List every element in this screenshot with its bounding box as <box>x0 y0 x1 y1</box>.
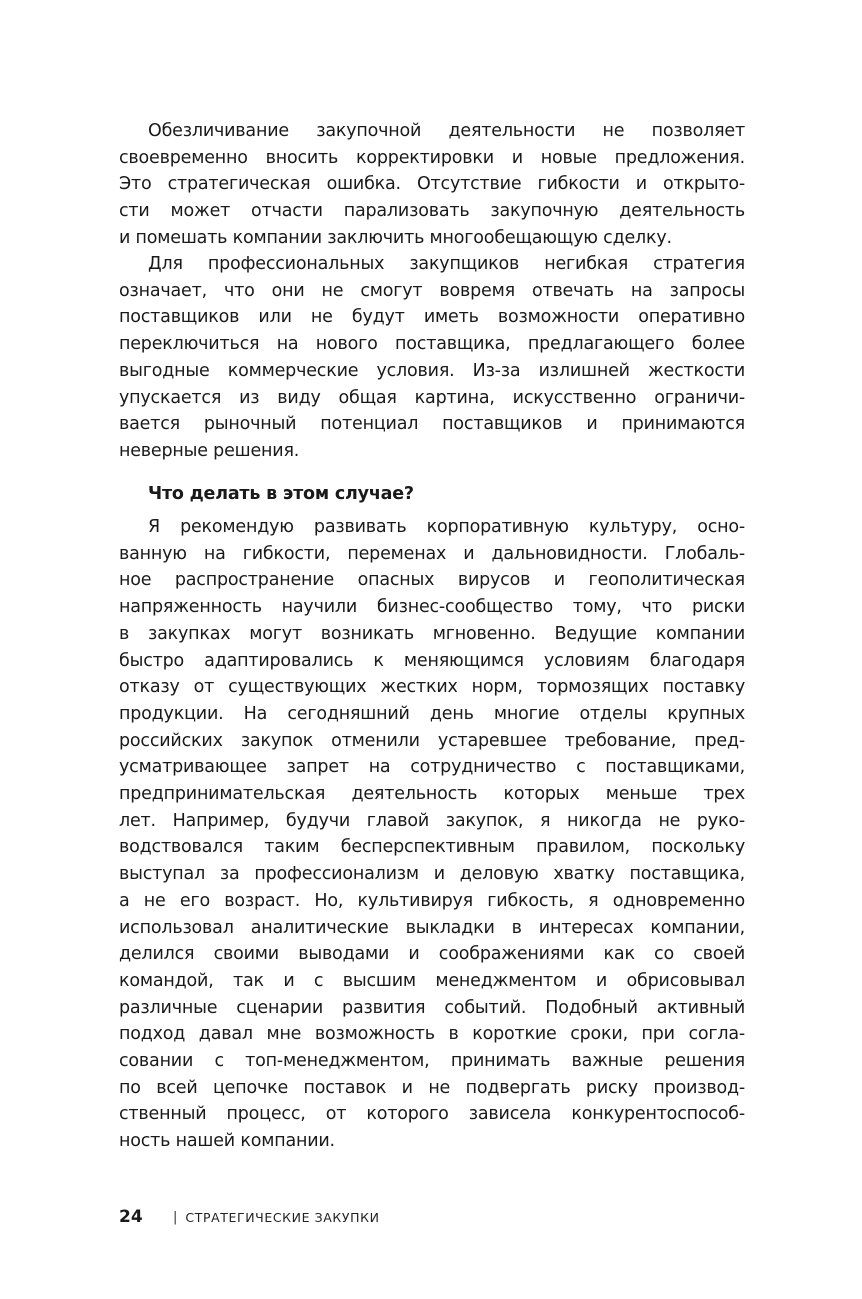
text-line: Это стратегическая ошибка. Отсутствие гибкости и открыто- <box>119 174 745 195</box>
text-line: Обезличивание закупочной деятельности не позволяет <box>148 121 745 141</box>
text-line: своевременно вносить корректировки и новые предложения. <box>119 147 745 168</box>
text-line: продукции. На сегодняшний день многие отделы крупных <box>119 703 745 724</box>
text-line: командой, так и с высшим менеджментом и обрисовывал <box>119 970 745 991</box>
text-line: ность нашей компании. <box>119 1131 335 1152</box>
paragraph-2 <box>119 251 745 465</box>
text-line: лет. Например, будучи главой закупок, я никогда не руко- <box>119 810 745 831</box>
text-line: водствовался таким бесперспективным правилом, поскольку <box>119 837 745 858</box>
text-line: в закупках могут возникать мгновенно. Ведущие компании <box>119 623 745 644</box>
text-line: Я рекомендую развивать корпоративную культуру, осно- <box>148 517 745 537</box>
text-line: быстро адаптировались к меняющимся условиям благодаря <box>119 650 745 671</box>
text-line: Для профессиональных закупщиков негибкая стратегия <box>148 254 745 274</box>
section-heading: Что делать в этом случае? <box>148 484 414 504</box>
text-line: по всей цепочке поставок и не подвергать риску производ- <box>119 1077 745 1098</box>
text-line: вается рыночный потенциал поставщиков и принимаются <box>119 414 745 435</box>
paragraph-1 <box>119 118 745 252</box>
text-line: и помешать компании заключить многообещающую сделку. <box>119 227 672 248</box>
text-line: ное распространение опасных вирусов и геополитическая <box>119 570 745 591</box>
text-line: совании с топ-менеджментом, принимать важные решения <box>119 1051 745 1072</box>
text-line: усматривающее запрет на сотрудничество с поставщиками, <box>119 757 745 778</box>
text-line: выступал за профессионализм и деловую хватку поставщика, <box>119 864 745 885</box>
text-line: упускается из виду общая картина, искусственно ограничи- <box>119 387 745 408</box>
text-line: выгодные коммерческие условия. Из-за излишней жесткости <box>119 360 745 381</box>
text-line: сти может отчасти парализовать закупочную деятельность <box>119 201 745 222</box>
text-line: подход давал мне возможность в короткие сроки, при согла- <box>119 1024 745 1045</box>
text-line: поставщиков или не будут иметь возможности оперативно <box>119 307 745 328</box>
footer-separator: | <box>173 1209 178 1225</box>
text-line: российских закупок отменили устаревшее требование, пред- <box>119 730 745 751</box>
running-title: СТРАТЕГИЧЕСКИЕ ЗАКУПКИ <box>185 1209 380 1225</box>
text-line: неверные решения. <box>119 440 300 461</box>
text-line: отказу от существующих жестких норм, тормозящих поставку <box>119 677 745 698</box>
text-line: переключиться на нового поставщика, предлагающего более <box>119 334 745 355</box>
text-line: ванную на гибкости, переменах и дальновидности. Глобаль- <box>119 543 745 564</box>
text-line: означает, что они не смогут вовремя отвечать на запросы <box>119 280 745 301</box>
text-line: предпринимательская деятельность которых меньше трех <box>119 784 745 805</box>
page-number: 24 <box>119 1207 143 1227</box>
text-line: а не его возраст. Но, культивируя гибкость, я одновременно <box>119 890 745 911</box>
text-line: использовал аналитические выкладки в интересах компании, <box>119 917 745 938</box>
text-line: делился своими выводами и соображениями как со своей <box>119 944 745 965</box>
text-line: различные сценарии развития событий. Подобный активный <box>119 997 745 1018</box>
paragraph-3 <box>119 514 745 1155</box>
text-line: ственный процесс, от которого зависела конкурентоспособ- <box>119 1104 745 1125</box>
page-footer <box>119 1204 380 1230</box>
text-line: напряженность научили бизнес-сообщество тому, что риски <box>119 597 745 618</box>
